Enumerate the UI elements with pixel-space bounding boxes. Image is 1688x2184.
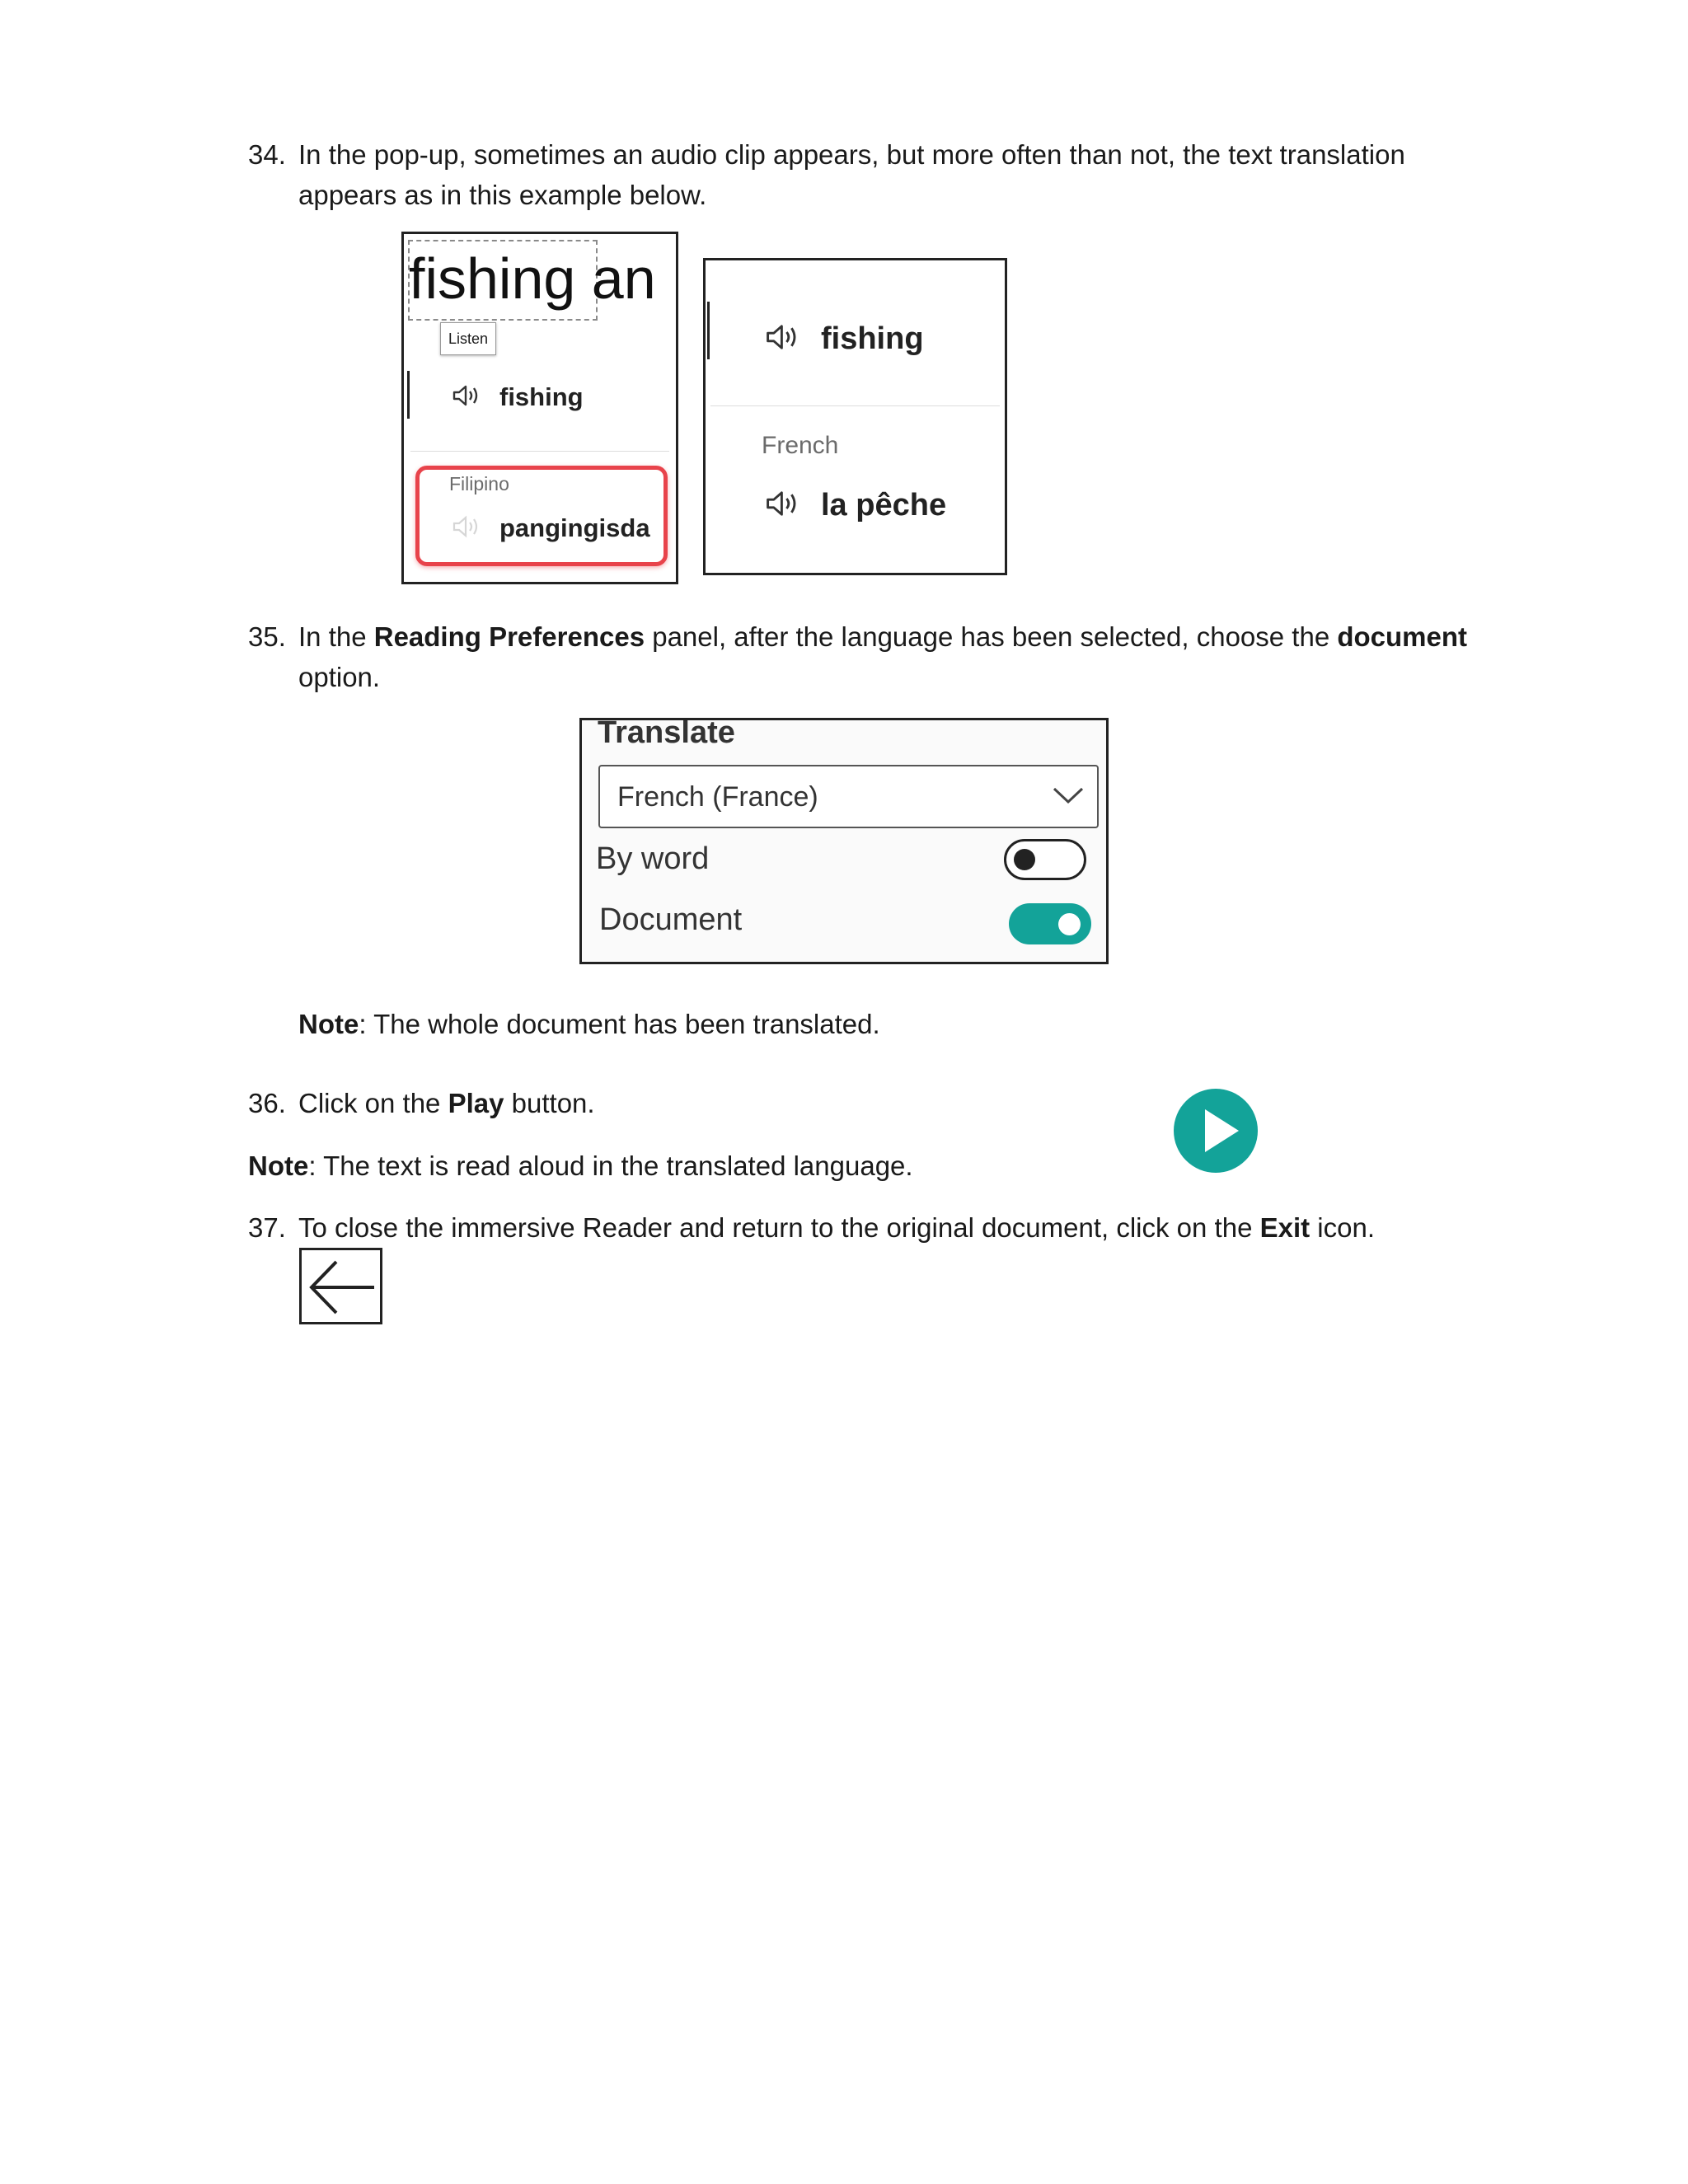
chevron-down-icon: [1051, 785, 1085, 810]
toggle-knob: [1058, 913, 1081, 935]
source-word: fishing: [499, 382, 584, 411]
note-label: Note: [248, 1151, 309, 1181]
speaker-icon[interactable]: [452, 383, 485, 412]
by-word-toggle[interactable]: [1004, 839, 1086, 880]
play-icon: [1174, 1089, 1258, 1173]
popup-divider-left: [707, 302, 710, 359]
translated-word-row: [765, 485, 946, 526]
step-35-bold-document: document: [1337, 621, 1468, 652]
translated-word: la pêche: [821, 487, 947, 523]
step-36-bold-play: Play: [448, 1088, 504, 1118]
by-word-label: By word: [596, 841, 710, 876]
step-35-number: 35.: [248, 621, 286, 652]
translated-word-row: [452, 512, 650, 545]
source-word-row: [452, 381, 584, 414]
language-dropdown[interactable]: [598, 765, 1099, 828]
speaker-icon[interactable]: [765, 489, 804, 523]
toggle-knob: [1014, 849, 1035, 870]
step-35-text: [298, 616, 1518, 697]
step-37-text: [298, 1207, 1375, 1248]
note-text: : The text is read aloud in the translated language.: [308, 1151, 913, 1181]
note-text: : The whole document has been translated.: [359, 1009, 880, 1039]
step-35-line2: option.: [298, 662, 381, 692]
step-36-pre: Click on the: [298, 1088, 448, 1118]
exit-button[interactable]: [299, 1248, 382, 1324]
document-label: Document: [599, 902, 743, 937]
speaker-icon[interactable]: [765, 322, 804, 356]
note-label: Note: [298, 1009, 359, 1039]
document-toggle[interactable]: [1009, 903, 1091, 944]
source-word: fishing: [821, 321, 924, 356]
step-37-pre: To close the immersive Reader and return to the original document, click on the: [298, 1212, 1260, 1243]
step-37-number: 37.: [248, 1212, 286, 1243]
language-selected: French (France): [617, 781, 818, 813]
step-34-line2: appears as in this example below.: [298, 180, 707, 210]
step-37-post: icon.: [1310, 1212, 1375, 1243]
popup-filipino: [401, 232, 678, 584]
step-34-number: 34.: [248, 139, 286, 170]
target-language-label: French: [762, 432, 839, 459]
source-word-row: [765, 318, 924, 359]
translate-title: Translate: [598, 718, 735, 750]
step-35-pre: In the: [298, 621, 374, 652]
step-34-text: [298, 134, 1502, 215]
listen-tooltip[interactable]: Listen: [440, 322, 496, 355]
step-36-text: [298, 1083, 595, 1123]
translate-panel: [579, 718, 1109, 964]
popup-divider-left: [407, 371, 410, 419]
note-document-translated: [298, 1004, 880, 1044]
step-35-bold-reading-preferences: Reading Preferences: [373, 621, 645, 652]
step-36-number: 36.: [248, 1088, 286, 1118]
step-37-bold-exit: Exit: [1259, 1212, 1311, 1243]
speaker-icon-disabled: [452, 514, 485, 543]
note-read-aloud: [248, 1146, 913, 1186]
popup-heading: fishing an: [409, 246, 656, 311]
arrow-left-icon: [302, 1250, 380, 1322]
translated-word: pangingisda: [499, 513, 650, 542]
popup-separator: [710, 405, 1000, 406]
play-button[interactable]: [1174, 1089, 1258, 1173]
popup-separator: [410, 451, 669, 452]
step-35-mid: panel, after the language has been selected, choose the: [645, 621, 1338, 652]
popup-french: [703, 258, 1007, 575]
step-34-line1: In the pop-up, sometimes an audio clip appears, but more often than not, the text translation: [298, 139, 1405, 170]
target-language-label: Filipino: [449, 473, 509, 494]
step-36-post: button.: [504, 1088, 595, 1118]
